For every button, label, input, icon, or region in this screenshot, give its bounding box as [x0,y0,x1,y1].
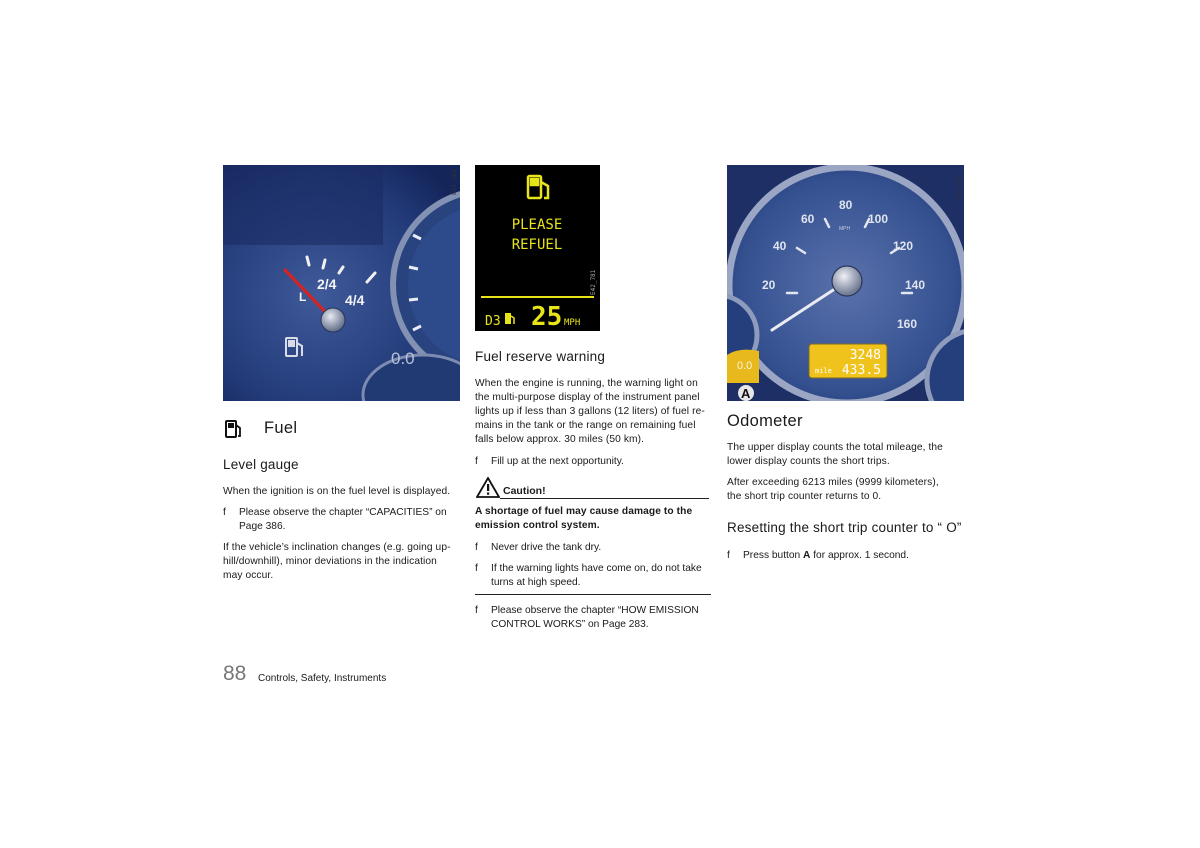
bullet-text-cont: CONTROL WORKS” on Page 283. [491,619,649,630]
level-gauge-heading: Level gauge [223,457,299,472]
incline-line-3: may occur. [223,570,274,581]
bullet-marker: f [475,563,478,574]
bullet-text: Fill up at the next opportunity. [491,456,624,467]
level-gauge-text: When the ignition is on the fuel level is displayed. [223,486,451,497]
small-fuel-icon [505,313,514,324]
caution-warning-1: A shortage of fuel may cause damage to the [475,506,693,517]
bullet-text-cont: Page 386. [239,521,286,532]
reserve-line-3: lights up if less than 3 gallons (12 liters) of fuel re- [475,406,705,417]
display-gear: D3 [485,314,501,329]
reserve-line-5: falls below approx. 30 miles (50 km). [475,434,645,445]
reserve-bullet-1 [475,455,715,469]
bullet-marker: f [475,542,478,553]
reset-text-post: for approx. 1 second. [810,550,909,561]
refuel-display-figure [475,165,600,331]
fuel-pump-warning-icon [528,176,548,198]
bullet-marker: f [727,550,730,561]
speed-tick-20: 20 [762,278,776,292]
reserve-line-4: mains in the tank or the range on remaining fuel [475,420,696,431]
odometer-line-2: lower display counts the short trips. [727,456,890,467]
reserve-bullet-3 [475,562,715,590]
odometer-figure [727,165,964,401]
odometer-trip: 433.5 [841,363,881,378]
reset-text-button: A [803,550,811,561]
speed-tick-120: 120 [893,239,914,253]
display-line-2: REFUEL [511,237,563,253]
reset-heading: Resetting the short trip counter to “ O” [727,520,962,535]
caution-top-rule [500,498,709,499]
level-bullet [223,506,463,534]
fuel-gauge-figure [223,165,460,401]
speed-tick-160: 160 [897,317,918,331]
fuel-section-icon [225,419,243,439]
odometer-total: 3248 [849,348,881,363]
figure-code: E31-254 [451,169,458,195]
bullet-text-cont: turns at high speed. [491,577,581,588]
speed-tick-60: 60 [801,212,815,226]
reset-bullet [727,549,967,563]
gauge-label-half: 2/4 [317,276,337,292]
figure-code: E42_781 [590,269,597,295]
speed-tick-40: 40 [773,239,787,253]
odometer-line-4: the short trip counter returns to 0. [727,491,882,502]
bullet-text: Please observe the chapter “CAPACITIES” on [239,507,447,518]
section-name: Controls, Safety, Instruments [258,673,387,684]
reserve-heading: Fuel reserve warning [475,349,606,364]
speed-unit-small: MPH [839,226,851,232]
left-gauge-readout: 0.0 [737,360,753,372]
bullet-text: Please observe the chapter “HOW EMISSION [491,605,699,616]
speed-tick-100: 100 [868,212,889,226]
caution-warning-2: emission control system. [475,520,600,531]
incline-line-2: hill/downhill), minor deviations in the indication [223,556,437,567]
svg-text:L: L [299,290,307,304]
display-line-1: PLEASE [511,217,563,233]
bullet-text: If the warning lights have come on, do not take [491,563,702,574]
speed-tick-140: 140 [905,278,926,292]
gauge-label-full: 4/4 [345,292,365,308]
odometer-heading: Odometer [727,412,803,430]
reserve-line-1: When the engine is running, the warning light on [475,378,698,389]
display-speed: 25 [531,302,563,331]
warning-triangle-icon [476,477,500,498]
display-speed-unit: MPH [564,318,581,328]
caution-bottom-rule [475,594,711,595]
page-number: 88 [223,662,247,685]
odometer-line-3: After exceeding 6213 miles (9999 kilometers), [727,477,939,488]
bullet-text [743,549,909,563]
reserve-bullet-4 [475,604,715,632]
bullet-marker: f [475,605,478,616]
fuel-title: Fuel [264,419,298,437]
reserve-line-2: the multi-purpose display of the instrument panel [475,392,700,403]
odometer-line-1: The upper display counts the total mileage, the [727,442,943,453]
bullet-text: Never drive the tank dry. [491,542,602,553]
reserve-bullet-2 [475,541,715,555]
bullet-marker: f [223,507,226,518]
bullet-marker: f [475,456,478,467]
caution-label: Caution! [503,485,546,497]
gauge-readout: 0.0 [391,349,415,368]
incline-line-1: If the vehicle’s inclination changes (e.g. going up- [223,542,451,553]
odometer-unit: mile [815,367,832,375]
speed-tick-80: 80 [839,198,853,212]
reset-text-pre: Press button [743,550,804,561]
figure-code: E42-211 [956,174,963,200]
button-a-label: A [741,386,751,401]
